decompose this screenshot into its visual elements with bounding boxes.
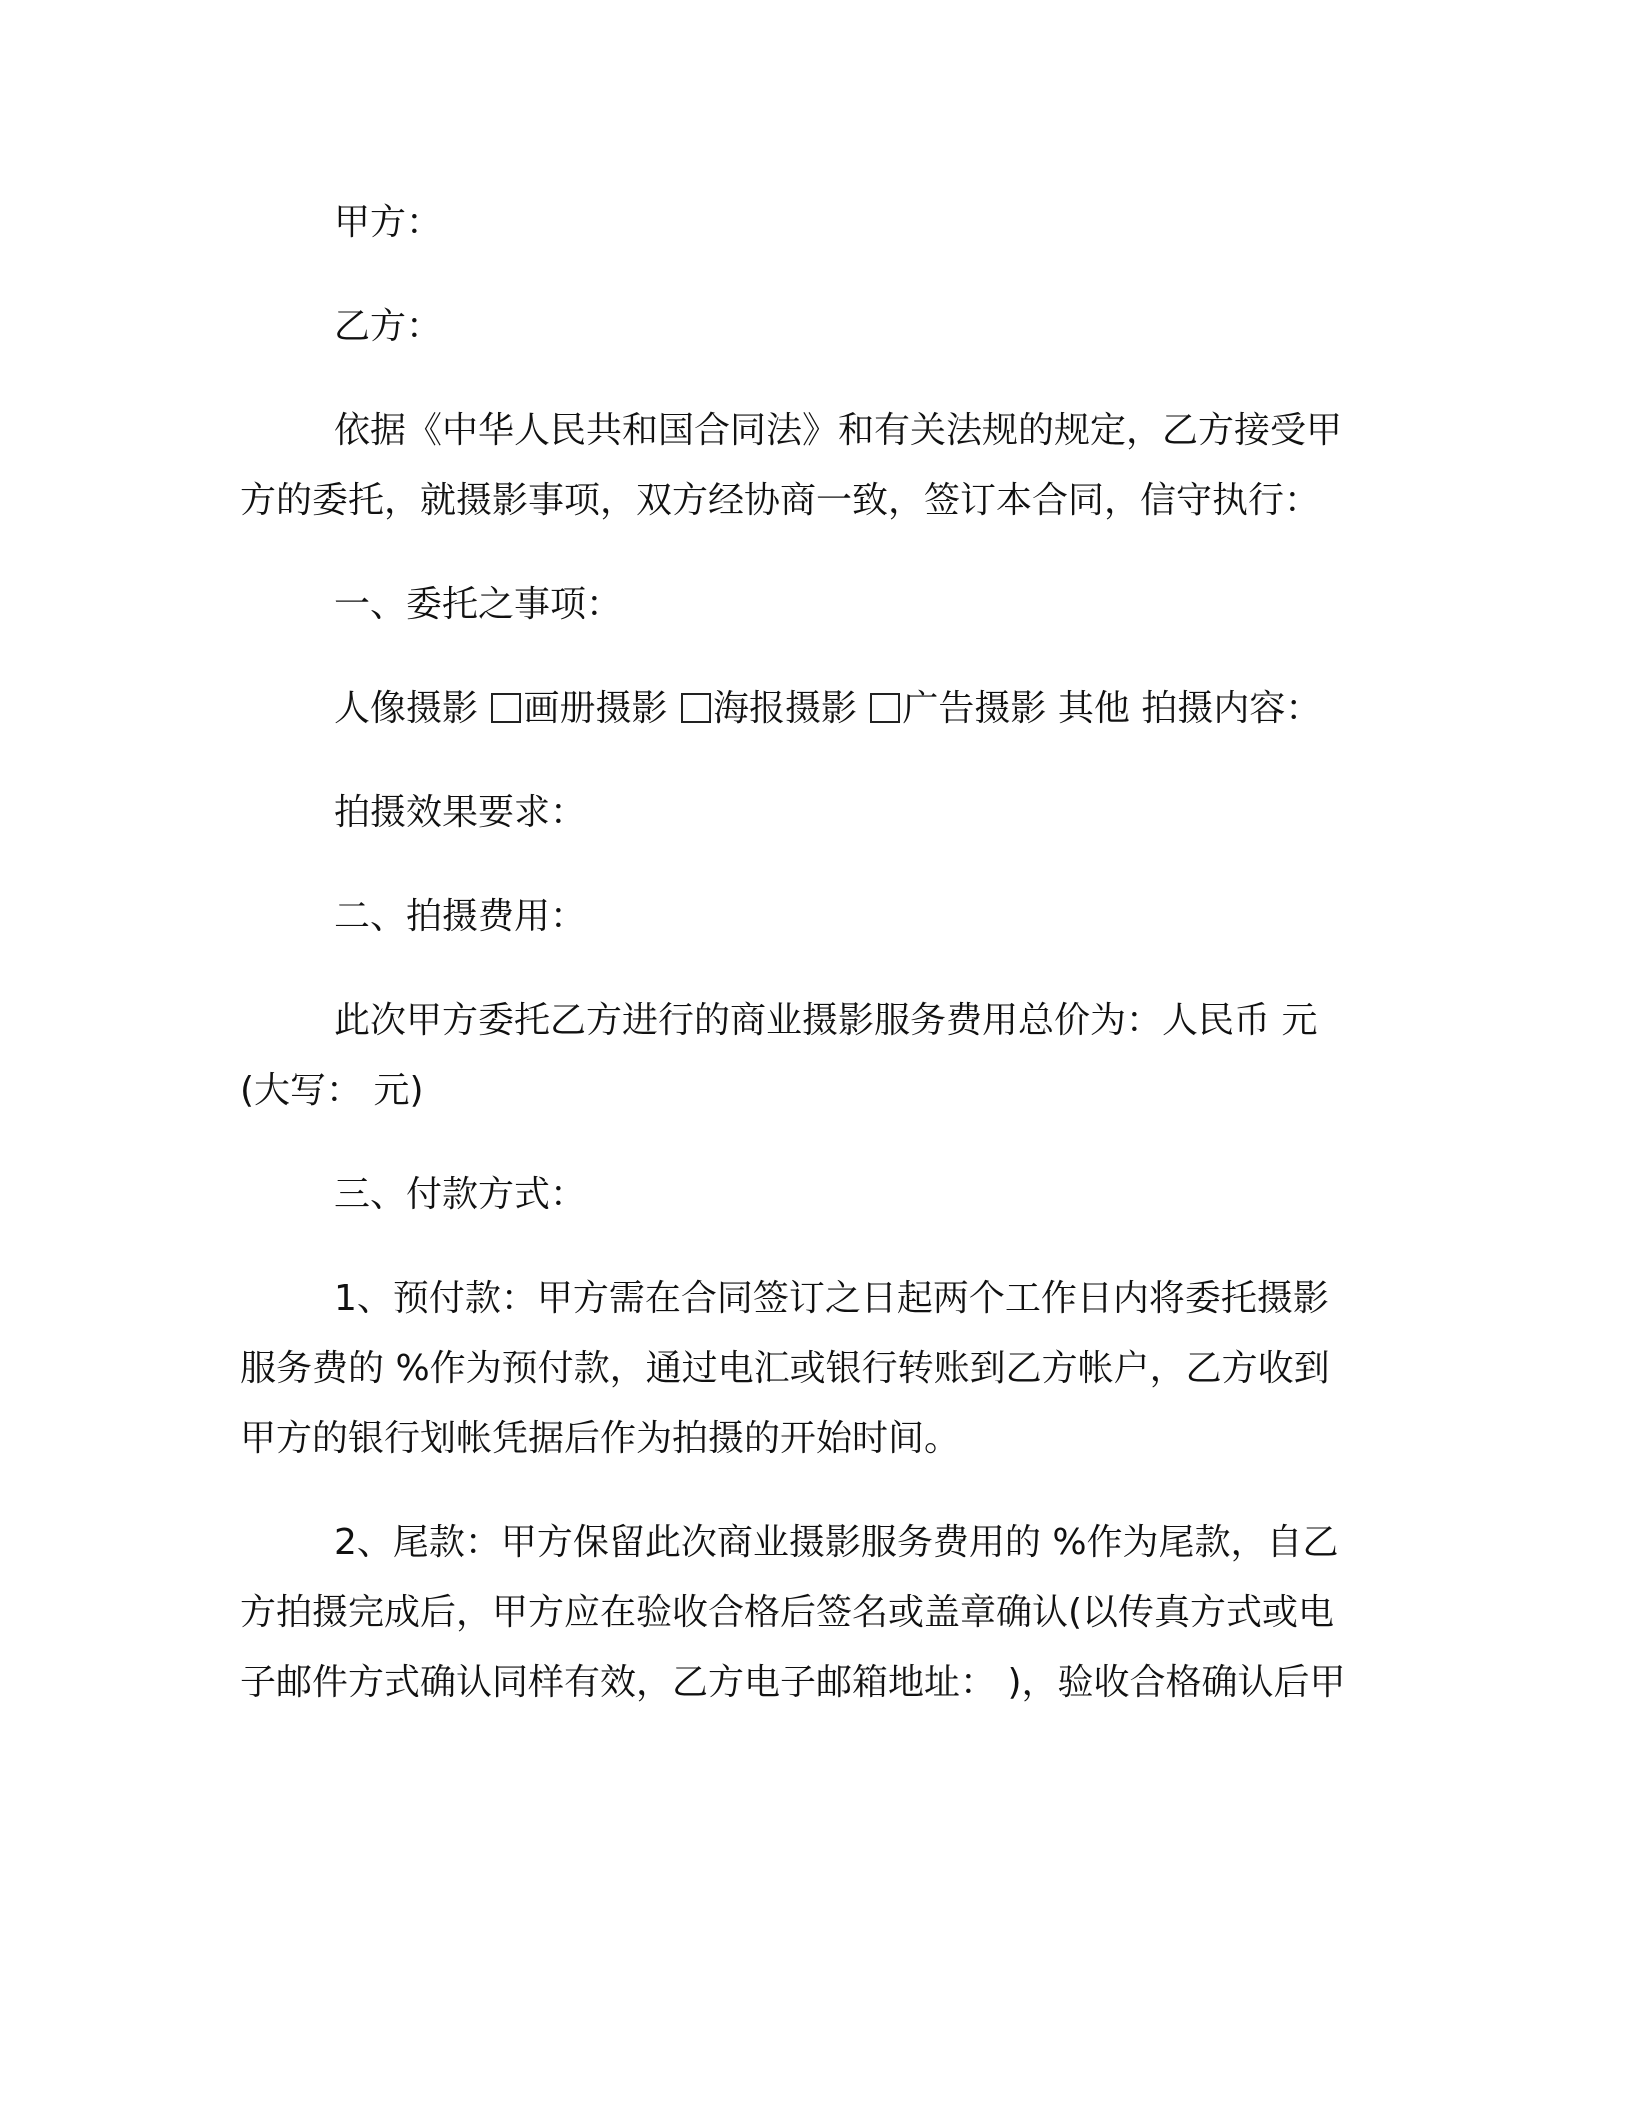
section-3-title: 三、付款方式： [334, 1174, 587, 1215]
final-payment-paragraph [240, 1508, 1382, 1718]
intro-paragraph [240, 396, 1382, 536]
section-2-title: 二、拍摄费用： [334, 896, 587, 937]
checkbox-album[interactable] [491, 693, 521, 723]
fee-line-2: (大写： 元) [240, 1070, 424, 1111]
intro-line-2: 方的委托，就摄影事项，双方经协商一致，签订本合同，信守执行： [240, 480, 1321, 521]
prepayment-paragraph [240, 1264, 1382, 1474]
fee-paragraph [240, 986, 1382, 1126]
checkbox-poster[interactable] [681, 693, 711, 723]
checkbox-advertising[interactable] [870, 693, 900, 723]
prepay-line-3: 甲方的银行划帐凭据后作为拍摄的开始时间。 [240, 1418, 961, 1459]
option-poster-label: 海报摄影 [712, 688, 857, 729]
option-advertising-label: 广告摄影 [902, 688, 1047, 729]
section-1-title: 一、委托之事项： [334, 584, 623, 625]
option-other-label: 其他 拍摄内容： [1057, 688, 1322, 729]
option-album-label: 画册摄影 [523, 688, 668, 729]
prepay-line-1: 1、预付款：甲方需在合同签订之日起两个工作日内将委托摄影 [334, 1278, 1329, 1319]
effect-requirement-label: 拍摄效果要求： [334, 792, 587, 833]
intro-line-1: 依据《中华人民共和国合同法》和有关法规的规定，乙方接受甲 [334, 410, 1343, 451]
final-line-1: 2、尾款：甲方保留此次商业摄影服务费用的 %作为尾款，自乙 [334, 1522, 1339, 1563]
contract-body [240, 188, 1382, 1718]
fee-line-1: 此次甲方委托乙方进行的商业摄影服务费用总价为：人民币 元 [334, 1000, 1318, 1041]
final-line-2: 方拍摄完成后，甲方应在验收合格后签名或盖章确认(以传真方式或电 [240, 1592, 1335, 1633]
commission-options [240, 674, 1382, 744]
option-portrait-label: 人像摄影 [334, 688, 479, 729]
party-b-label: 乙方： [334, 306, 443, 347]
party-a-label: 甲方： [334, 202, 443, 243]
prepay-line-2: 服务费的 %作为预付款，通过电汇或银行转账到乙方帐户，乙方收到 [240, 1348, 1330, 1389]
final-line-3: 子邮件方式确认同样有效，乙方电子邮箱地址： )，验收合格确认后甲 [240, 1662, 1346, 1703]
